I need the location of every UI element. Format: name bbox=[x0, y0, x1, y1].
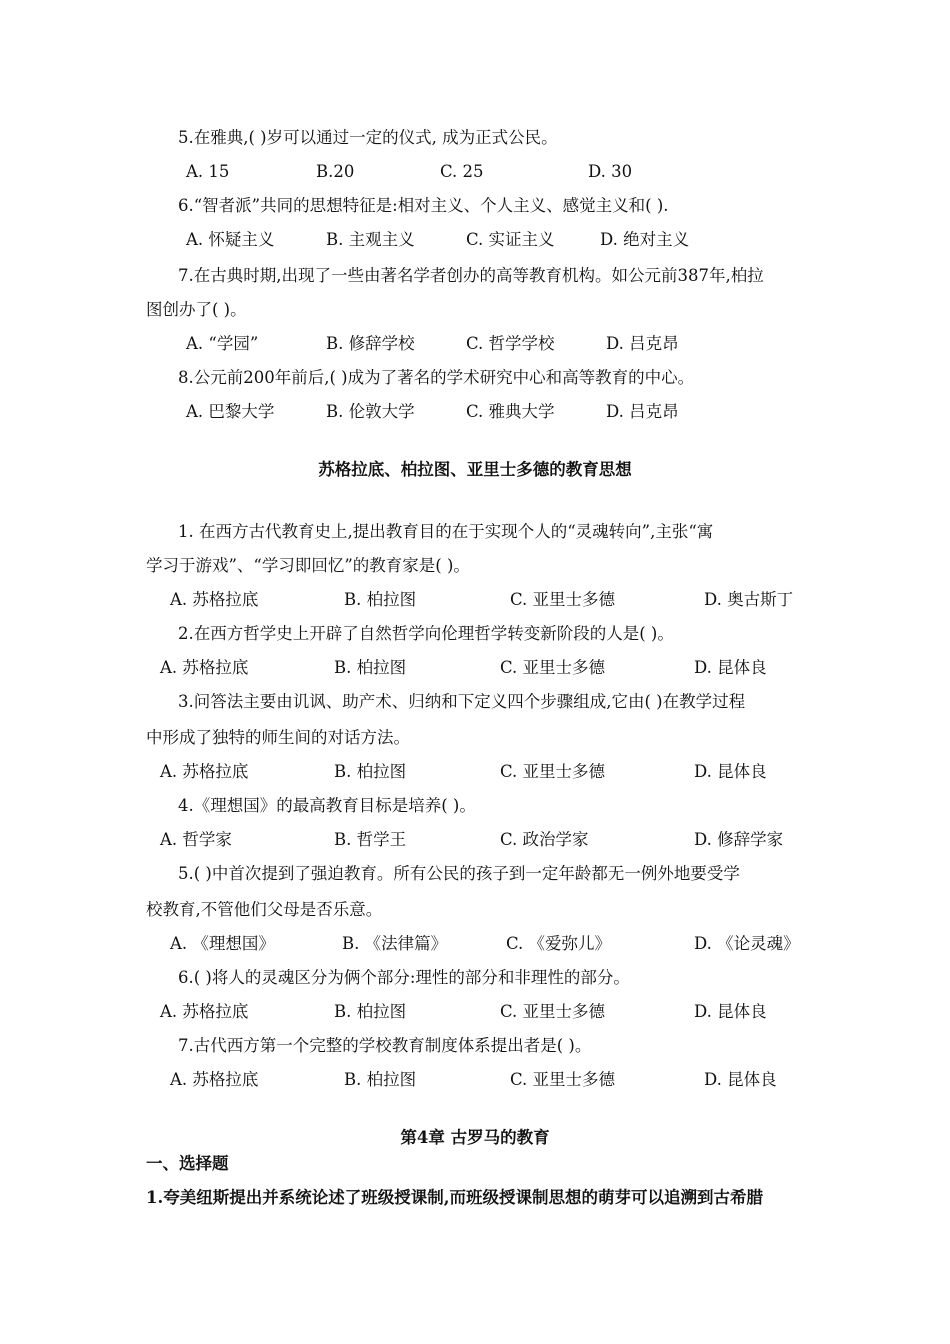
question-7-stem-line1: 7.在古典时期,出现了一些由著名学者创办的高等教育机构。如公元前387年,柏拉 bbox=[178, 266, 764, 285]
option-a: A. 苏格拉底 bbox=[170, 590, 259, 609]
option-d: D. 昆体良 bbox=[704, 1070, 777, 1089]
section-title: 苏格拉底、柏拉图、亚里士多德的教育思想 bbox=[318, 460, 632, 479]
option-d: D. 昆体良 bbox=[694, 1002, 767, 1021]
option-a: A. “学园” bbox=[186, 334, 259, 353]
option-a: A. 巴黎大学 bbox=[186, 402, 275, 421]
option-c: C. 实证主义 bbox=[466, 230, 555, 249]
option-c: C. 亚里士多德 bbox=[510, 590, 616, 609]
question-2-stem: 2.在西方哲学史上开辟了自然哲学向伦理哲学转变新阶段的人是( )。 bbox=[178, 624, 674, 643]
option-c: C. 《爱弥儿》 bbox=[506, 934, 612, 953]
question-7-stem-line2: 图创办了( )。 bbox=[146, 300, 247, 319]
option-c: C. 亚里士多德 bbox=[500, 1002, 606, 1021]
option-d: D. 昆体良 bbox=[694, 762, 767, 781]
option-b: B. 柏拉图 bbox=[334, 658, 407, 677]
option-b: B. 柏拉图 bbox=[334, 762, 407, 781]
option-a: A. 15 bbox=[186, 162, 230, 181]
option-b: B. 伦敦大学 bbox=[326, 402, 415, 421]
option-a: A. 怀疑主义 bbox=[186, 230, 275, 249]
question-1-stem-line1: 1. 在西方古代教育史上,提出教育目的在于实现个人的“灵魂转向”,主张“寓 bbox=[178, 522, 714, 541]
option-c: C. 亚里士多德 bbox=[500, 658, 606, 677]
question-3-stem-line1: 3.问答法主要由讥讽、助产术、归纳和下定义四个步骤组成,它由( )在教学过程 bbox=[178, 692, 746, 711]
question-5-stem-line1: 5.( )中首次提到了强迫教育。所有公民的孩子到一定年龄都无一例外地要受学 bbox=[178, 864, 740, 883]
option-a: A. 《理想国》 bbox=[170, 934, 275, 953]
question-7-stem: 7.古代西方第一个完整的学校教育制度体系提出者是( )。 bbox=[178, 1036, 592, 1055]
option-d: D. 吕克昂 bbox=[606, 402, 679, 421]
option-d: D. 《论灵魂》 bbox=[694, 934, 800, 953]
question-5-stem: 5.在雅典,( )岁可以通过一定的仪式, 成为正式公民。 bbox=[178, 128, 558, 147]
question-4-stem: 4.《理想国》的最高教育目标是培养( )。 bbox=[178, 796, 476, 815]
question-6-stem: 6.( )将人的灵魂区分为俩个部分:理性的部分和非理性的部分。 bbox=[178, 968, 630, 987]
option-c: C. 亚里士多德 bbox=[500, 762, 606, 781]
option-b: B. 柏拉图 bbox=[344, 590, 417, 609]
option-d: D. 吕克昂 bbox=[606, 334, 679, 353]
question-1-stem-line2: 学习于游戏”、“学习即回忆”的教育家是( )。 bbox=[146, 556, 470, 575]
option-b: B.20 bbox=[316, 162, 355, 181]
chapter-question-1-line1: 1.夸美纽斯提出并系统论述了班级授课制,而班级授课制思想的萌芽可以追溯到古希腊 bbox=[146, 1188, 763, 1207]
option-d: D. 30 bbox=[588, 162, 633, 181]
option-d: D. 绝对主义 bbox=[600, 230, 690, 249]
option-a: A. 苏格拉底 bbox=[160, 1002, 249, 1021]
question-6-stem: 6.“智者派”共同的思想特征是:相对主义、个人主义、感觉主义和( ). bbox=[178, 196, 669, 215]
option-d: D. 昆体良 bbox=[694, 658, 767, 677]
option-b: B. 哲学王 bbox=[334, 830, 407, 849]
question-8-stem: 8.公元前200年前后,( )成为了著名的学术研究中心和高等教育的中心。 bbox=[178, 368, 695, 387]
option-c: C. 雅典大学 bbox=[466, 402, 555, 421]
option-c: C. 政治学家 bbox=[500, 830, 589, 849]
option-b: B. 柏拉图 bbox=[344, 1070, 417, 1089]
option-b: B. 柏拉图 bbox=[334, 1002, 407, 1021]
chapter-subheading: 一、选择题 bbox=[146, 1154, 229, 1173]
option-c: C. 哲学学校 bbox=[466, 334, 555, 353]
question-3-stem-line2: 中形成了独特的师生间的对话方法。 bbox=[146, 728, 410, 747]
question-5-stem-line2: 校教育,不管他们父母是否乐意。 bbox=[146, 900, 383, 919]
option-a: A. 苏格拉底 bbox=[160, 762, 249, 781]
option-a: A. 哲学家 bbox=[160, 830, 232, 849]
option-b: B. 《法律篇》 bbox=[342, 934, 448, 953]
option-b: B. 主观主义 bbox=[326, 230, 415, 249]
option-a: A. 苏格拉底 bbox=[170, 1070, 259, 1089]
option-d: D. 修辞学家 bbox=[694, 830, 784, 849]
option-c: C. 亚里士多德 bbox=[510, 1070, 616, 1089]
option-a: A. 苏格拉底 bbox=[160, 658, 249, 677]
chapter-title: 第4章 古罗马的教育 bbox=[400, 1128, 550, 1147]
option-b: B. 修辞学校 bbox=[326, 334, 415, 353]
option-c: C. 25 bbox=[440, 162, 484, 181]
option-d: D. 奥古斯丁 bbox=[704, 590, 794, 609]
